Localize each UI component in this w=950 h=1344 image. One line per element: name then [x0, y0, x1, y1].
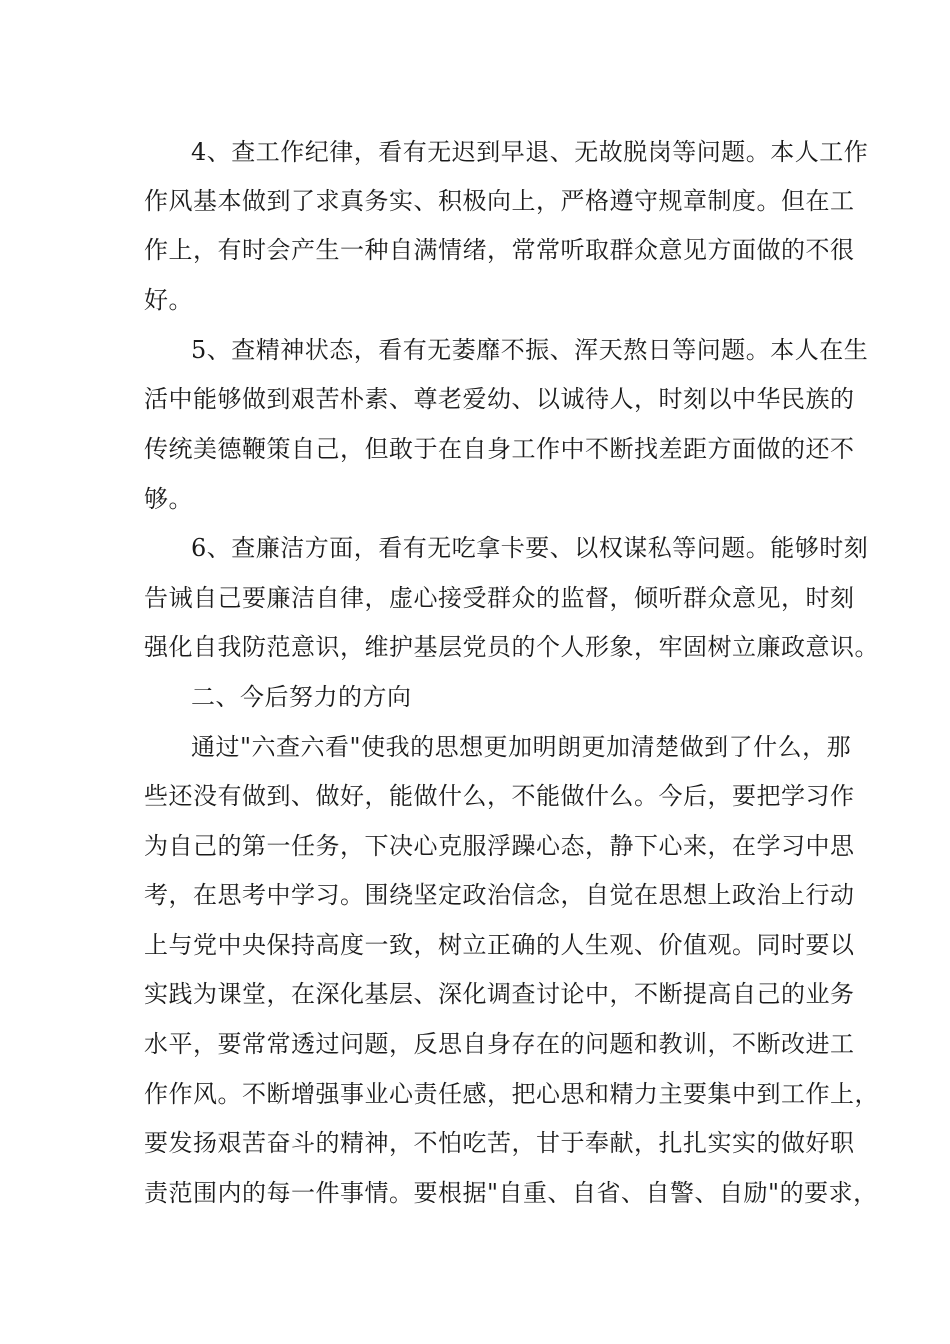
- paragraph-line: 强化自我防范意识，维护基层党员的个人形象，牢固树立廉政意识。: [144, 633, 879, 661]
- paragraph-line: 够。: [144, 485, 193, 513]
- section-heading: 二、今后努力的方向: [191, 683, 412, 711]
- paragraph-line: 作风基本做到了求真务实、积极向上，严格遵守规章制度。但在工: [144, 187, 855, 215]
- paragraph-line: 传统美德鞭策自己，但敢于在自身工作中不断找差距方面做的还不: [144, 435, 855, 463]
- paragraph-line: 上与党中央保持高度一致，树立正确的人生观、价值观。同时要以: [144, 931, 855, 959]
- paragraph-line: 些还没有做到、做好，能做什么，不能做什么。今后，要把学习作: [144, 782, 855, 810]
- paragraph-line: 作上，有时会产生一种自满情绪，常常听取群众意见方面做的不很: [144, 236, 855, 264]
- paragraph-line: 水平，要常常透过问题，反思自身存在的问题和教训，不断改进工: [144, 1030, 855, 1058]
- paragraph-line: 告诫自己要廉洁自律，虚心接受群众的监督，倾听群众意见，时刻: [144, 584, 855, 612]
- paragraph-line: 6、查廉洁方面，看有无吃拿卡要、以权谋私等问题。能够时刻: [191, 534, 869, 562]
- paragraph-line: 为自己的第一任务，下决心克服浮躁心态，静下心来，在学习中思: [144, 832, 855, 860]
- paragraph-line: 5、查精神状态，看有无萎靡不振、浑天熬日等问题。本人在生: [191, 336, 869, 364]
- paragraph-line: 要发扬艰苦奋斗的精神，不怕吃苦，甘于奉献，扎扎实实的做好职: [144, 1129, 855, 1157]
- paragraph-line: 4、查工作纪律，看有无迟到早退、无故脱岗等问题。本人工作: [191, 138, 869, 166]
- paragraph-line: 通过"六查六看"使我的思想更加明朗更加清楚做到了什么，那: [191, 733, 852, 761]
- paragraph-line: 责范围内的每一件事情。要根据"自重、自省、自警、自励"的要求，: [144, 1179, 878, 1207]
- paragraph-line: 作作风。不断增强事业心责任感，把心思和精力主要集中到工作上，: [144, 1080, 879, 1108]
- paragraph-line: 考，在思考中学习。围绕坚定政治信念，自觉在思想上政治上行动: [144, 881, 855, 909]
- paragraph-line: 好。: [144, 286, 193, 314]
- paragraph-line: 活中能够做到艰苦朴素、尊老爱幼、以诚待人，时刻以中华民族的: [144, 385, 855, 413]
- paragraph-line: 实践为课堂，在深化基层、深化调查讨论中，不断提高自己的业务: [144, 980, 855, 1008]
